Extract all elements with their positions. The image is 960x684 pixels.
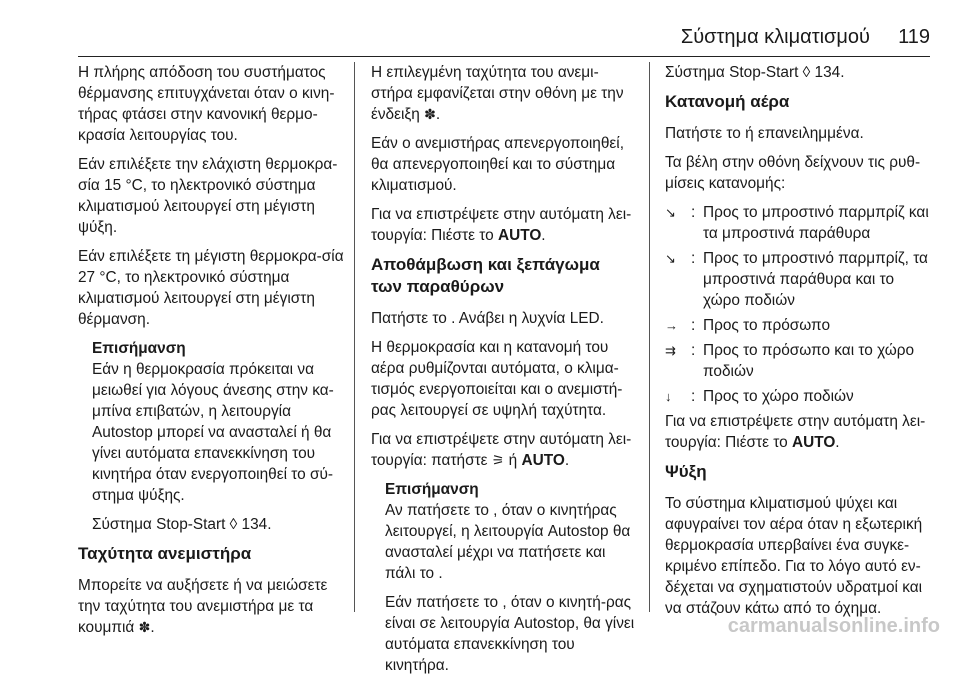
- note-text: Εάν πατήσετε το , όταν ο κινητή-ρας είναι σε λειτουργία Autostop, θα γίνει αυτόματα επανεκκίνηση του κινητήρα.: [385, 594, 635, 674]
- distribution-list: [665, 202, 929, 407]
- auto-label: AUTO: [521, 452, 565, 469]
- paragraph: Εάν ο ανεμιστήρας απενεργοποιηθεί, θα απενεργοποιηθεί και το σύστημα κλιματισμού.: [371, 135, 624, 194]
- column-1: [78, 62, 346, 646]
- list-item: → : Προς το πρόσωπο: [665, 317, 831, 334]
- auto-label: AUTO: [497, 227, 542, 244]
- column-divider: [649, 62, 650, 612]
- paragraph: Μπορείτε να αυξήσετε ή να μειώσετε την ταχύτητα του ανεμιστήρα με τα κουμπιά ✽.: [78, 577, 328, 636]
- paragraph: Σύστημα Stop-Start ◊ 134.: [665, 64, 845, 81]
- airflow-windscreen-feet-icon: ↘: [665, 251, 676, 266]
- airflow-face-feet-icon: ⇉: [665, 343, 676, 358]
- page-number: 119: [898, 26, 930, 48]
- paragraph: Πατήστε το ή επανειλημμένα.: [665, 125, 864, 142]
- note-block: [92, 338, 346, 535]
- note-title: Επισήμανση: [385, 481, 479, 498]
- section-heading: Κατανομή αέρα: [665, 92, 790, 111]
- airflow-windscreen-icon: ↘: [665, 205, 676, 220]
- paragraph: Εάν επιλέξετε την ελάχιστη θερμοκρα-σία 15 °C, το ηλεκτρονικό σύστημα κλιματισμού λειτουργεί στη μέγιστη ψύξη.: [78, 156, 338, 236]
- section-heading: Ταχύτητα ανεμιστήρα: [78, 544, 252, 563]
- paragraph: Πατήστε το . Ανάβει η λυχνία LED.: [371, 310, 604, 327]
- auto-label: AUTO: [791, 434, 836, 451]
- note-text: Αν πατήσετε το , όταν ο κινητήρας λειτουργεί, η λειτουργία Autostop θα ανασταλεί μέχρι να πατήσετε και πάλι το .: [385, 502, 631, 582]
- section-heading: Αποθάμβωση και ξεπάγωμα των παραθύρων: [371, 255, 600, 296]
- fan-icon: ✽: [138, 619, 151, 635]
- list-item: ↘ : Προς το μπροστινό παρμπρίζ και τα μπροστινά παράθυρα: [665, 204, 929, 242]
- paragraph: Η πλήρης απόδοση του συστήματος θέρμανσης επιτυγχάνεται όταν ο κινη-τήρας φτάσει στην κανονική θερμο-κρασία λειτουργίας του.: [78, 64, 335, 144]
- list-item: ↓ : Προς το χώρο ποδιών: [665, 388, 854, 405]
- paragraph: Τα βέλη στην οθόνη δείχνουν τις ρυθ-μίσεις κατανομής:: [665, 154, 921, 192]
- airflow-face-icon: →: [665, 318, 678, 333]
- paragraph: Για να επιστρέψετε στην αυτόματη λει-τουργία: Πιέστε το AUTO.: [665, 413, 926, 451]
- fan-icon: ✽: [424, 106, 436, 122]
- list-item: ↘ : Προς το μπροστινό παρμπρίζ, τα μπροστινά παράθυρα και το χώρο ποδιών: [665, 250, 928, 309]
- page-header: [0, 16, 960, 50]
- column-divider: [354, 62, 355, 612]
- paragraph: Η επιλεγμένη ταχύτητα του ανεμι-στήρα εμφανίζεται στην οθόνη με την ένδειξη ✽.: [371, 64, 624, 123]
- note-reference: Σύστημα Stop-Start ◊ 134.: [92, 516, 272, 533]
- section-title: Σύστημα κλιματισμού: [680, 26, 870, 48]
- section-heading: Ψύξη: [665, 462, 707, 481]
- column-2: [371, 62, 635, 684]
- list-item: ⇉ : Προς το πρόσωπο και το χώρο ποδιών: [665, 342, 915, 380]
- header-rule: [78, 56, 930, 57]
- watermark: carmanualsonline.info: [727, 615, 940, 637]
- airflow-feet-icon: ↓: [665, 389, 672, 404]
- paragraph: Για να επιστρέψετε στην αυτόματη λει-τουργία: Πιέστε το AUTO.: [371, 206, 632, 244]
- paragraph: Για να επιστρέψετε στην αυτόματη λει-τουργία: πατήστε ⚞ ή AUTO.: [371, 431, 632, 469]
- paragraph: Η θερμοκρασία και η κατανομή του αέρα ρυθμίζονται αυτόματα, ο κλιμα-τισμός ενεργοποιείται και ο ανεμιστή-ρας λειτουργεί σε υψηλή ταχύτητα.: [371, 339, 623, 419]
- note-block: [385, 479, 635, 676]
- paragraph: Το σύστημα κλιματισμού ψύχει και αφυγραίνει τον αέρα όταν η εξωτερική θερμοκρασία υπερβαίνει ένα συγκε-κριμένο επίπεδο. Για το λόγο αυτό εν-δέχεται να σχηματιστούν υδρατμοί και να στάζουν κάτω από το όχημα.: [665, 495, 923, 617]
- paragraph: Εάν επιλέξετε τη μέγιστη θερμοκρα-σία 27 °C, το ηλεκτρονικό σύστημα κλιματισμού λειτουργεί στη μέγιστη θέρμανση.: [78, 248, 344, 328]
- defrost-icon: ⚞: [491, 452, 505, 468]
- column-3: [665, 62, 929, 627]
- note-title: Επισήμανση: [92, 340, 186, 357]
- note-text: Εάν η θερμοκρασία πρόκειται να μειωθεί για λόγους άνεσης στην κα-μπίνα επιβατών, η λειτουργία Autostop μπορεί να ανασταλεί ή θα γίνει αυτόματα επανεκκίνηση του κινητήρα όταν ενεργοποιηθεί το σύ-στημα ψύξης.: [92, 361, 334, 504]
